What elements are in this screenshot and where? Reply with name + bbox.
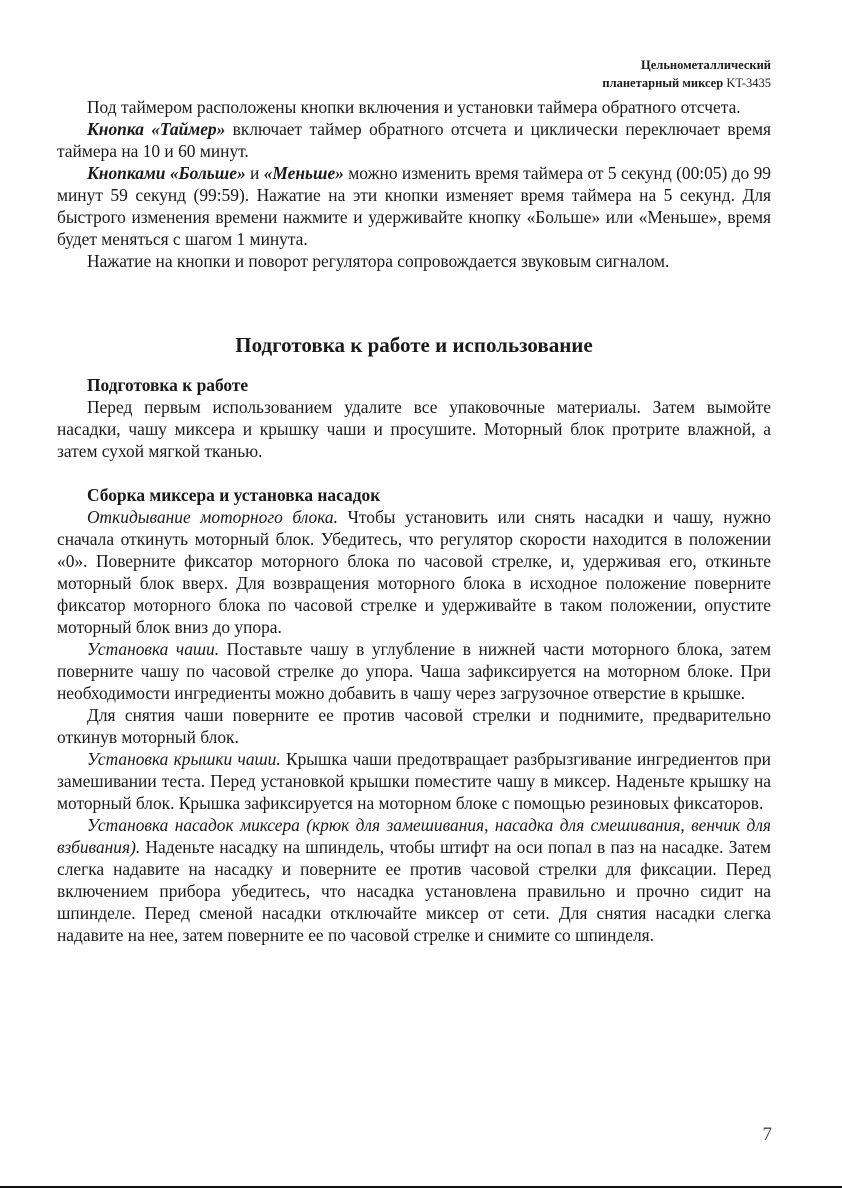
timer-paragraph-1: Под таймером расположены кнопки включения и установки таймера обратного отсчета. (87, 97, 741, 117)
assembly-paragraph-2 (57, 638, 771, 704)
assembly-paragraph-3: Для снятия чаши поверните ее против часовой стрелки и поднимите, предварительно откинув моторный блок. (57, 705, 771, 747)
prep-heading: Подготовка к работе (87, 375, 249, 395)
page-number: 7 (762, 1124, 772, 1145)
bowl-install-term: Установка чаши. (87, 639, 220, 659)
timer-paragraph-3 (57, 162, 771, 250)
conjunction: и (245, 163, 264, 183)
timer-button-term: Кнопка «Таймер» (87, 119, 226, 139)
more-button-term: Кнопками «Больше» (87, 163, 246, 183)
assembly-paragraph-4 (57, 748, 771, 814)
less-button-term: «Меньше» (263, 163, 344, 183)
spacer (57, 462, 771, 484)
lid-install-term: Установка крышки чаши. (87, 749, 281, 769)
timer-button-text: включает таймер обратного отсчета и циклически переключает время таймера на 10 и 60 минут. (57, 119, 771, 161)
timer-paragraph-2 (57, 118, 771, 162)
header-product-type: планетарный миксер (602, 76, 724, 90)
header-line-1: Цельнометаллический (641, 58, 771, 72)
header-model: KT-3435 (726, 76, 771, 90)
more-less-text: можно изменить время таймера от 5 секунд (00:05) до 99 минут 59 секунд (99:59). Нажатие на эти кнопки изменяет время таймера на 5 секунд. Для быстрого изменения времени нажмите и удерживайте кнопку «Больше» или «Меньше», время будет меняться с шагом 1 минута. (57, 163, 771, 249)
assembly-paragraph-1 (57, 506, 771, 638)
header-line-2 (602, 74, 771, 92)
motor-tilt-text: Чтобы установить или снять насадки и чашу, нужно сначала откинуть моторный блок. Убедитесь, что регулятор скорости находится в положении «0». Поверните фиксатор моторного блока по часовой стрелке, и, удерживая его, откиньте моторный блок вверх. Для возвращения моторного блока в исходное положение поверните фиксатор моторного блока по часовой стрелке и удерживайте в таком положении, опустите моторный блок вниз до упора. (57, 507, 772, 637)
assembly-paragraph-5 (57, 814, 771, 946)
lid-install-text: Крышка чаши предотвращает разбрызгивание ингредиентов при замешивании теста. Перед установкой крышки поместите чашу в миксер. Наденьте крышку на моторный блок. Крышка зафиксируется на моторном блоке с помощью резиновых фиксаторов. (57, 749, 771, 813)
bowl-install-text: Поставьте чашу в углубление в нижней части моторного блока, затем поверните чашу по часовой стрелке до упора. Чаша зафиксируется на моторном блоке. При необходимости ингредиенты можно добавить в чашу через загрузочное отверстие в крышке. (57, 639, 771, 703)
timer-paragraph-4: Нажатие на кнопки и поворот регулятора сопровождается звуковым сигналом. (87, 251, 670, 271)
prep-paragraph: Перед первым использованием удалите все упаковочные материалы. Затем вымойте насадки, чашу миксера и крышку чаши и просушите. Моторный блок протрите влажной, а затем сухой мягкой тканью. (57, 397, 771, 461)
page-content (57, 96, 771, 946)
attachment-install-text: Наденьте насадку на шпиндель, чтобы штифт на оси попал в паз на насадке. Затем слегка надавите на насадку и поверните ее против часовой стрелки для фиксации. Перед включением прибора убедитесь, что насадка установлена правильно и прочно сидит на шпинделе. Перед сменой насадки отключайте миксер от сети. Для снятия насадки слегка надавите на нее, затем поверните ее по часовой стрелке и снимите со шпинделя. (57, 837, 771, 945)
attachment-install-term: Установка насадок миксера (крюк для замешивания, насадка для смешивания, венчик для взбивания). (57, 815, 771, 857)
motor-tilt-term: Откидывание моторного блока. (87, 507, 338, 527)
section-heading: Подготовка к работе и использование (235, 333, 593, 357)
running-header (602, 56, 771, 92)
assembly-heading: Сборка миксера и установка насадок (87, 485, 381, 505)
